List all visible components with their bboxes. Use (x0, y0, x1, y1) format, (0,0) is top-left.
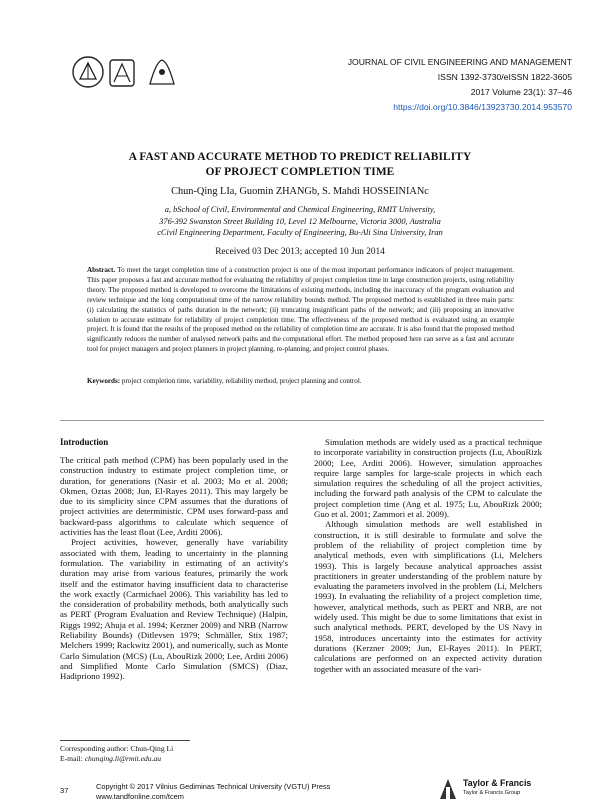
paragraph: Project activities, however, generally have variability associated with them, leading to uncertainty in the planning formulation. The variability in estimating of an activity's duration may arise from various features, primarily the work itself and the estimator having insufficient data to characterise the work exactly (Carmichael 2006). This variability has led to the consideration of probability methods, both analytically such as PERT (Program Evaluation and Review Technique) (Halpin, Riggs 1992; Ahuja et al. 1994; Kerzner 2009) and NRB (Narrow Reliability Bounds) (Ditlevsen 1979; Schmäller, Stix 1987; Melchers 1999; Rackwitz 2001), and numerically, such as Monte Carlo Simulation (MCS) (Lu, AbouRizk 2000; Lee, Arditi 2006) and Simplified Monte Carlo Simulation (SMCS) (Diaz, Hadipriono 1992). (60, 537, 288, 682)
publisher-group: Taylor & Francis Group (463, 790, 521, 796)
affiliations (60, 204, 540, 239)
keywords-text: project completion time, variability, reliability method, project planning and control. (121, 377, 362, 385)
page-number: 37 (60, 786, 69, 795)
publisher-emblem-icon (437, 777, 459, 801)
authors: Chun-Qing LIa, Guomin ZHANGb, S. Mahdi HOSSEINIANc (171, 186, 429, 197)
abstract (87, 266, 514, 355)
publisher-logos (70, 52, 180, 92)
keywords (87, 377, 514, 387)
website-link[interactable]: www.tandfonline.com/tcem (96, 791, 184, 801)
paragraph: The critical path method (CPM) has been popularly used in the construction industry to estimate project completion time, or duration, for generations (Nasir et al. 2003; Mo et al. 2008; Okmen, Oztas 2008; Jun, El-Rayes 2011). This may largely be due to its simplicity since CPM assumes that the durations of project activities are deterministic. CPM uses forward-pass and backward-pass algorithms to calculate which sequence of activities has the least float (Lee, Arditi 2006). (60, 455, 288, 538)
copyright-text: Copyright © 2017 Vilnius Gediminas Technical University (VGTU) Press (96, 782, 331, 791)
right-column (314, 437, 542, 674)
copyright (96, 782, 330, 801)
received-accepted-dates: Received 03 Dec 2013; accepted 10 Jun 2014 (215, 247, 385, 257)
footnote-divider (60, 740, 190, 741)
journal-name: JOURNAL OF CIVIL ENGINEERING AND MANAGEMENT (347, 57, 572, 67)
paragraph: Simulation methods are widely used as a practical technique to incorporate variability in construction projects (Lu, AbouRizk 2000; Lee, Arditi 2006). However, simulation approaches require large samples for large-scale projects in which each simulation requires the scheduling of all the project activities, including the forward path analysis of the CPM to calculate the project completion time (Ang et al. 1975; Lu, AbouRizk 2000; Guo et al. 2001; Zammori et al. 2009). (314, 437, 542, 520)
affiliation-ab-line2: 376-392 Swanston Street Building 10, Level 12 Melbourne, Victoria 3000, Australia (159, 216, 441, 226)
volume-info: 2017 Volume 23(1): 37–46 (470, 87, 572, 97)
keywords-label: Keywords: (87, 377, 121, 385)
article-title: A FAST AND ACCURATE METHOD TO PREDICT RELIABILITY OF PROJECT COMPLETION TIME (128, 151, 472, 178)
corresponding-author-name: Corresponding author: Chun-Qing Li (60, 744, 174, 753)
affiliation-ab-line1: a, bSchool of Civil, Environmental and Chemical Engineering, RMIT University, (164, 205, 436, 214)
taylor-francis-logo (437, 776, 557, 802)
vgtu-logo-icon (70, 52, 180, 92)
publisher-name: Taylor & Francis (463, 778, 532, 788)
paragraph: Although simulation methods are well established in construction, it is still desirable to formulate and solve the problem of the reliability of project completion time by analytical methods, even with simplifications (Li, Melchers 1993). This is largely because analytical approaches assist practitioners in greater understanding of the problem nature by evaluating the parameters involved in the problem (Li, Melchers 1993). In evaluating the reliability of a project completion time, however, analytical methods, such as PERT and NRB, are not widely used. This might be due to some limitations that exist in such analytical methods. PERT, developed by the US Navy in 1958, introduces uncertainty into the estimates for activity durations (Kerzner 2009; Jun, El-Rayes 2011). In PERT, calculations are performed on an expected activity duration together with an associated measure of the vari- (314, 519, 542, 674)
abstract-label: Abstract. (87, 266, 116, 274)
email-label: E-mail: (60, 754, 83, 763)
email-line (60, 754, 173, 764)
affiliation-c: cCivil Engineering Department, Faculty of Engineering, Bu-Ali Sina University, Iran (157, 228, 443, 237)
corresponding-author (60, 744, 173, 764)
doi-link[interactable]: https://doi.org/10.3846/13923730.2014.953570 (393, 102, 572, 112)
left-column (60, 437, 288, 682)
intro-heading: Introduction (60, 437, 109, 447)
section-divider (60, 420, 544, 421)
journal-info (348, 55, 572, 115)
issn: ISSN 1392-3730/eISSN 1822-3605 (437, 72, 572, 82)
email-address[interactable]: chunqing.li@rmit.edu.au (84, 754, 162, 763)
abstract-text: To meet the target completion time of a construction project is one of the most important performance indicators of project management. This paper proposes a fast and accurate method for evaluating the reliability of project completion time in large construction projects, using reliability theory. The proposed method is developed to overcome the limitations of existing methods, including the inaccuracy of the program evaluation and review technique and the long computational time of the narrow reliability bounds method. The proposed method is established in three main parts: (i) calculating the statistics of paths duration in the network; (ii) truncating insignificant paths of the network; and (iii) proposing an innovative solution to accurate estimate for reliability of project completion time. The effectiveness of the proposed method is evaluated using an example project. It is found that the results of the proposed method on the reliability of completion time are accurate. It is also found that the proposed method significantly reduces the number of analysed network paths and the computational effort. The method proposed here can serve as a fast and accurate tool for project managers and project planners in project planning, re-planning, and project control phases. (87, 266, 514, 354)
